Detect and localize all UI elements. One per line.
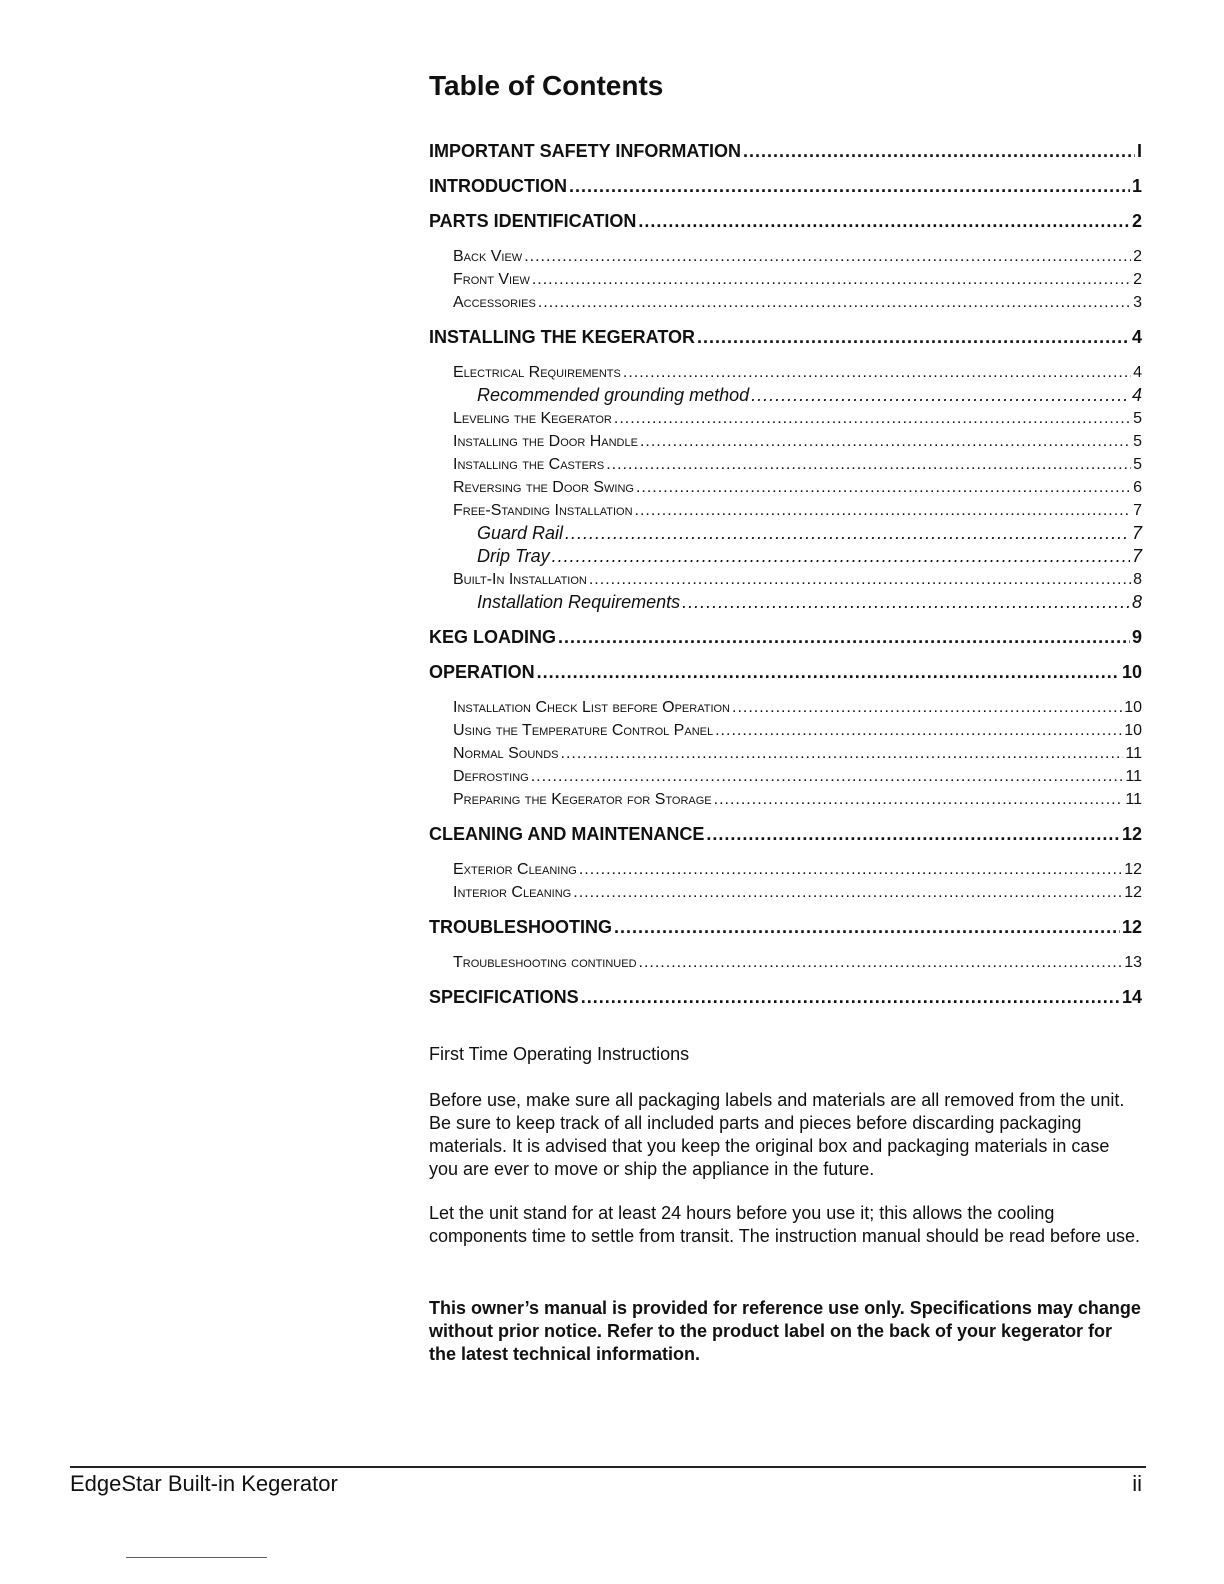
toc-entry-safety[interactable]: [429, 140, 1142, 163]
dot-leader: [532, 268, 1131, 291]
dot-leader: [732, 696, 1122, 719]
toc-entry-exterior-cleaning[interactable]: [429, 858, 1142, 881]
toc-page: 4: [1133, 364, 1142, 381]
toc-entry-front-view[interactable]: [429, 268, 1142, 291]
dot-leader: [606, 453, 1131, 476]
paragraph-stand-time: Let the unit stand for at least 24 hours before you use it; this allows the cooling components time to settle from transit. The instruction manual should be read before use.: [429, 1203, 1141, 1246]
toc-label: Installation Check List before Operation: [453, 699, 730, 716]
toc-page: 8: [1131, 592, 1142, 612]
toc-entry-casters[interactable]: [429, 453, 1142, 476]
toc-label: Electrical Requirements: [453, 364, 621, 381]
page-title: Table of Contents: [429, 70, 664, 101]
toc-page: 14: [1121, 987, 1142, 1007]
toc-label: Accessories: [453, 294, 536, 311]
toc-label: Built-In Installation: [453, 571, 587, 588]
toc-page: 1: [1131, 176, 1142, 196]
section-heading: First Time Operating Instructions: [429, 1044, 690, 1064]
link-underline[interactable]: [126, 1557, 267, 1558]
toc-page: 12: [1121, 824, 1142, 844]
toc-label: KEG LOADING: [429, 627, 557, 647]
dot-leader: [623, 361, 1131, 384]
toc-page: 6: [1133, 479, 1142, 496]
toc-page: 12: [1124, 861, 1142, 878]
toc-entry-installing[interactable]: [429, 326, 1142, 349]
dot-leader: [579, 858, 1122, 881]
dot-leader: [714, 788, 1124, 811]
footer-title: EdgeStar Built-in Kegerator: [70, 1471, 338, 1496]
toc-entry-specifications[interactable]: [429, 986, 1142, 1009]
toc-entry-drip-tray[interactable]: [429, 545, 1142, 568]
toc-entry-control-panel[interactable]: [429, 719, 1142, 742]
toc-entry-troubleshooting[interactable]: [429, 916, 1142, 939]
toc-label: PARTS IDENTIFICATION: [429, 211, 637, 231]
toc-entry-introduction[interactable]: [429, 175, 1142, 198]
toc-entry-operation[interactable]: [429, 661, 1142, 684]
toc-entry-interior-cleaning[interactable]: [429, 881, 1142, 904]
toc-page: 5: [1133, 410, 1142, 427]
table-of-contents: [429, 140, 1142, 1009]
toc-entry-installation-requirements[interactable]: [429, 591, 1142, 614]
toc-entry-accessories[interactable]: [429, 291, 1142, 314]
toc-entry-storage[interactable]: [429, 788, 1142, 811]
toc-entry-troubleshooting-continued[interactable]: [429, 951, 1142, 974]
toc-page: 10: [1124, 699, 1142, 716]
dot-leader: [682, 591, 1130, 614]
toc-label: INSTALLING THE KEGERATOR: [429, 327, 696, 347]
dot-leader: [573, 881, 1122, 904]
toc-entry-defrosting[interactable]: [429, 765, 1142, 788]
toc-page: 4: [1131, 327, 1142, 347]
toc-page: 2: [1131, 211, 1142, 231]
toc-label: Installation Requirements: [477, 592, 681, 612]
toc-page: 8: [1133, 571, 1142, 588]
toc-label: Free-Standing Installation: [453, 502, 633, 519]
toc-entry-cleaning[interactable]: [429, 823, 1142, 846]
toc-label: Recommended grounding method: [477, 385, 750, 405]
notice-paragraph: This owner’s manual is provided for reference use only. Specifications may change without prior notice. Refer to the product label on the back of your kegerator for the latest technical information.: [429, 1298, 1141, 1364]
toc-page: 4: [1131, 385, 1142, 405]
toc-entry-back-view[interactable]: [429, 245, 1142, 268]
toc-page: 9: [1131, 627, 1142, 647]
dot-leader: [524, 245, 1131, 268]
dot-leader: [537, 661, 1120, 684]
dot-leader: [565, 522, 1130, 545]
toc-entry-leveling[interactable]: [429, 407, 1142, 430]
toc-entry-free-standing[interactable]: [429, 499, 1142, 522]
dot-leader: [569, 175, 1130, 198]
toc-label: CLEANING AND MAINTENANCE: [429, 824, 705, 844]
toc-label: Normal Sounds: [453, 745, 559, 762]
toc-label: Using the Temperature Control Panel: [453, 722, 714, 739]
toc-label: Installing the Casters: [453, 456, 605, 473]
dot-leader: [743, 140, 1135, 163]
toc-page: 11: [1125, 745, 1142, 762]
toc-entry-electrical[interactable]: [429, 361, 1142, 384]
toc-page: 11: [1125, 768, 1142, 785]
dot-leader: [614, 407, 1131, 430]
toc-label: OPERATION: [429, 662, 535, 682]
footer-page-number: ii: [1132, 1471, 1142, 1496]
toc-label: Troubleshooting continued: [453, 954, 637, 971]
dot-leader: [561, 742, 1124, 765]
toc-entry-check-list[interactable]: [429, 696, 1142, 719]
toc-label: Installing the Door Handle: [453, 433, 638, 450]
dot-leader: [751, 384, 1130, 407]
toc-label: SPECIFICATIONS: [429, 987, 579, 1007]
toc-entry-door-swing[interactable]: [429, 476, 1142, 499]
dot-leader: [706, 823, 1120, 846]
dot-leader: [538, 291, 1131, 314]
toc-page: 13: [1124, 954, 1142, 971]
toc-page: 2: [1133, 248, 1142, 265]
toc-label: INTRODUCTION: [429, 176, 567, 196]
toc-label: Guard Rail: [477, 523, 564, 543]
dot-leader: [639, 951, 1123, 974]
toc-page: 12: [1124, 884, 1142, 901]
toc-page: I: [1136, 141, 1142, 161]
toc-label: Defrosting: [453, 768, 529, 785]
paragraph-packaging: Before use, make sure all packaging labels and materials are all removed from the unit. Be sure to keep track of all included parts and pieces before discarding packaging materials. It is advised that you keep the original box and packaging materials in case you are ever to move or ship the appliance in the future.: [429, 1090, 1125, 1179]
toc-label: TROUBLESHOOTING: [429, 917, 612, 937]
toc-entry-door-handle[interactable]: [429, 430, 1142, 453]
toc-page: 3: [1133, 294, 1142, 311]
toc-page: 7: [1131, 523, 1142, 543]
dot-leader: [635, 499, 1132, 522]
toc-label: IMPORTANT SAFETY INFORMATION: [429, 141, 741, 161]
dot-leader: [636, 476, 1131, 499]
toc-page: 2: [1133, 271, 1142, 288]
dot-leader: [715, 719, 1122, 742]
dot-leader: [589, 568, 1131, 591]
toc-page: 10: [1121, 662, 1142, 682]
toc-page: 11: [1125, 791, 1142, 808]
toc-label: Front View: [453, 271, 530, 288]
dot-leader: [558, 626, 1130, 649]
dot-leader: [638, 210, 1130, 233]
toc-label: Reversing the Door Swing: [453, 479, 634, 496]
toc-label: Exterior Cleaning: [453, 861, 577, 878]
toc-page: 12: [1121, 917, 1142, 937]
toc-label: Interior Cleaning: [453, 884, 572, 901]
toc-entry-guard-rail[interactable]: [429, 522, 1142, 545]
footer-divider: [70, 1466, 1146, 1468]
toc-label: Drip Tray: [477, 546, 550, 566]
dot-leader: [531, 765, 1124, 788]
dot-leader: [552, 545, 1130, 568]
toc-page: 7: [1131, 546, 1142, 566]
toc-page: 10: [1124, 722, 1142, 739]
toc-entry-built-in[interactable]: [429, 568, 1142, 591]
toc-page: 7: [1133, 502, 1142, 519]
toc-page: 5: [1133, 456, 1142, 473]
dot-leader: [614, 916, 1120, 939]
toc-page: 5: [1133, 433, 1142, 450]
dot-leader: [581, 986, 1120, 1009]
toc-entry-grounding[interactable]: [429, 384, 1142, 407]
toc-label: Leveling the Kegerator: [453, 410, 612, 427]
dot-leader: [697, 326, 1130, 349]
toc-entry-parts-identification[interactable]: [429, 210, 1142, 233]
toc-entry-keg-loading[interactable]: [429, 626, 1142, 649]
toc-entry-normal-sounds[interactable]: [429, 742, 1142, 765]
dot-leader: [640, 430, 1131, 453]
toc-label: Preparing the Kegerator for Storage: [453, 791, 712, 808]
toc-label: Back View: [453, 248, 523, 265]
